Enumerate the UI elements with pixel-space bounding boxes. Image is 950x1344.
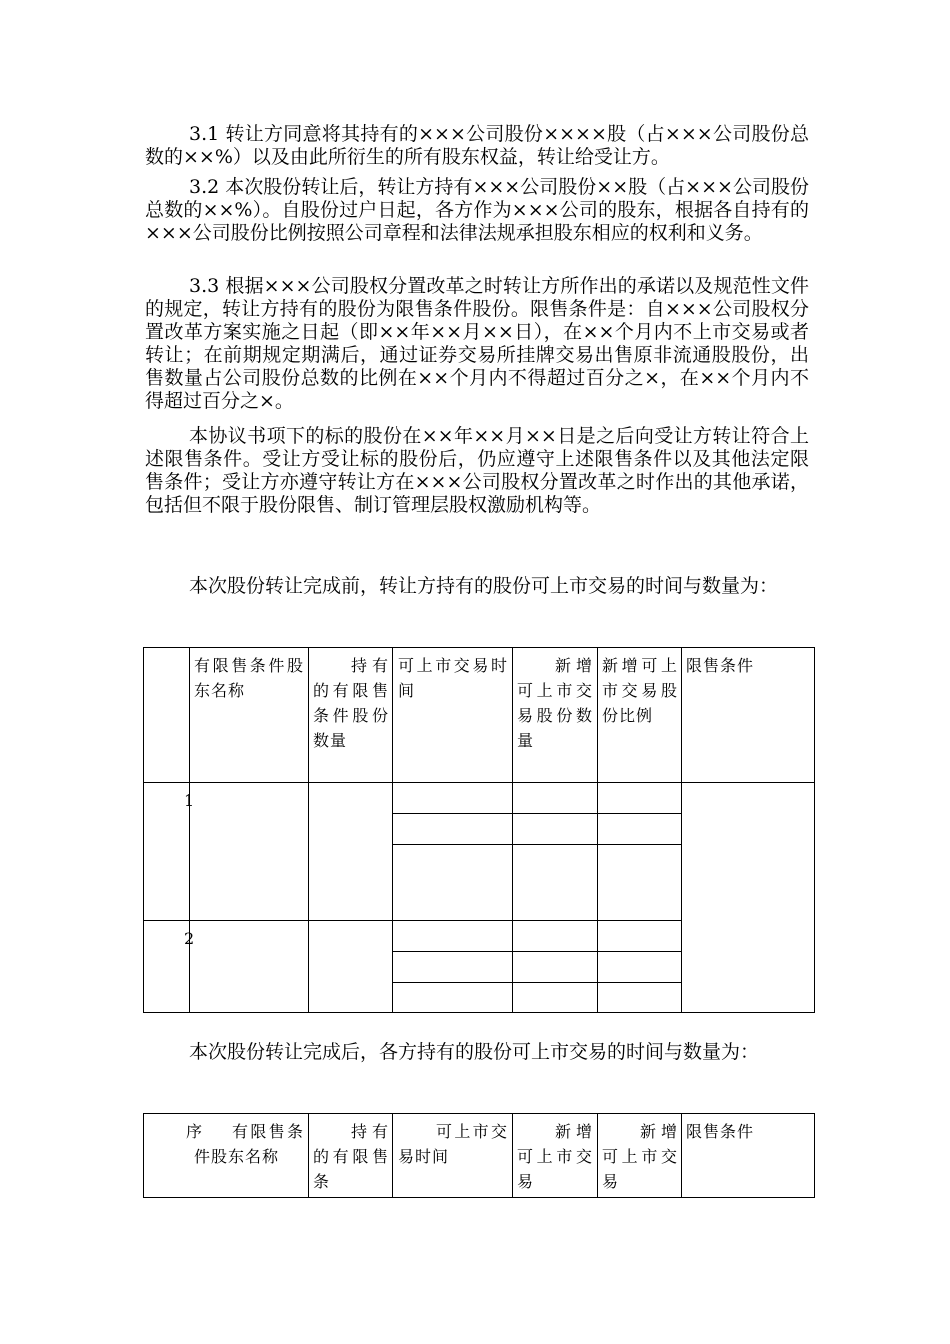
row-number-2: 2	[184, 929, 195, 948]
after-transfer-intro: 本次股份转让完成后，各方持有的股份可上市交易的时间与数量为：	[189, 1041, 760, 1063]
header-held-shares-2: 持有的有限售条	[313, 1122, 389, 1191]
agreement-paragraph: 本协议书项下的标的股份在××年××月××日是之后向受让方转让符合上述限售条件。受让方受让标的股份后，仍应遵守上述限售条件以及其他法定限售条件；受让方亦遵守转让方在×××公司股权分置改革之时作出的其他承诺，包括但不限于股份限售、制订管理层股权激励机构等。	[145, 425, 809, 516]
before-transfer-intro: 本次股份转让完成前，转让方持有的股份可上市交易的时间与数量为：	[189, 575, 779, 597]
header-restriction-condition-2: 限售条件	[686, 1122, 755, 1141]
header-listing-time-2: 可上市交易时间	[398, 1122, 508, 1166]
header-restriction-condition: 限售条件	[686, 656, 755, 675]
header-shareholder-name: 有限售条件股东名称	[194, 656, 304, 700]
clause-3-3: 3.3 根据×××公司股权分置改革之时转让方所作出的承诺以及规范性文件的规定，转让方持有的股份为限售条件股份。限售条件是：自×××公司股权分置改革方案实施之日起（即××年××月××日），在××个月内不上市交易或者转让；在前期规定期满后，通过证券交易所挂牌交易出售原非流通股股份，出售数量占公司股份总数的比例在××个月内不得超过百分之×，在××个月内不得超过百分之×。	[145, 275, 809, 412]
header-held-shares: 持有的有限售条件股份数量	[313, 656, 389, 750]
header-new-tradable-quantity-2: 新增可上市交易	[517, 1122, 593, 1191]
header-new-tradable-quantity: 新增可上市交易股份数量	[517, 656, 593, 750]
row-number-1: 1	[184, 791, 195, 810]
header-sequence: 序	[186, 1122, 204, 1141]
table-before-transfer	[143, 647, 815, 1013]
header-new-tradable-ratio: 新增可上市交易股份比例	[602, 656, 678, 725]
table-after-transfer	[143, 1113, 815, 1198]
header-shareholder-name-2: 有限售条件股东名称	[194, 1122, 304, 1166]
header-new-tradable-ratio-2: 新增可上市交易	[602, 1122, 678, 1191]
header-listing-time: 可上市交易时间	[398, 656, 508, 700]
clause-3-1: 3.1 转让方同意将其持有的×××公司股份××××股（占×××公司股份总数的××%）以及由此所衍生的所有股东权益，转让给受让方。	[145, 123, 809, 168]
clause-3-2: 3.2 本次股份转让后，转让方持有×××公司股份××股（占×××公司股份总数的××%）。自股份过户日起，各方作为×××公司的股东，根据各自持有的×××公司股份比例按照公司章程和法律法规承担股东相应的权利和义务。	[145, 176, 809, 244]
